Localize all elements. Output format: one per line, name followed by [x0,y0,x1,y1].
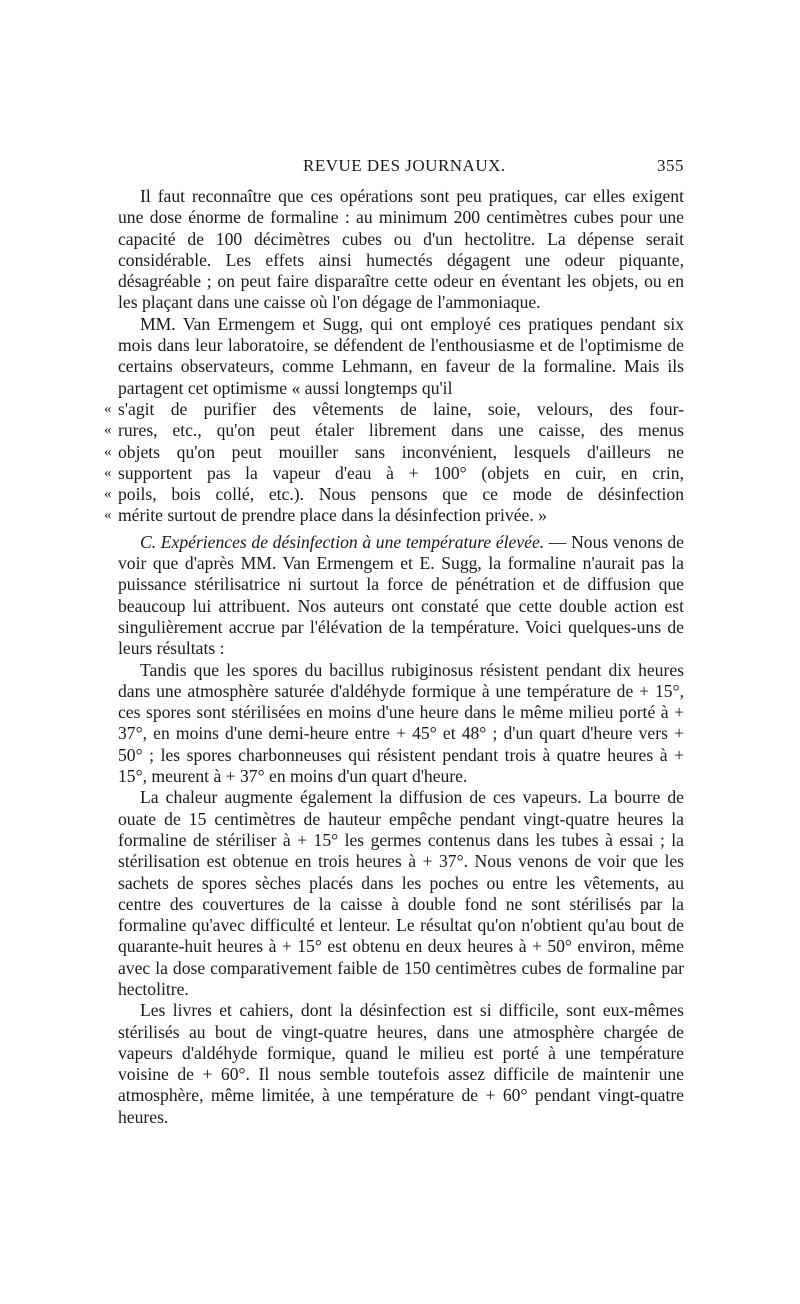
quote-line: « supportent pas la vapeur d'eau à + 100° (objets en cuir, en crin, [104,462,684,483]
paragraph-formaline-dose: Il faut reconnaître que ces opérations sont peu pratiques, car elles exigent une dose énorme de formaline : au minimum 200 centimètres cubes pour une capacité de 100 décimètres cubes ou d'un hectolitre. La dépense serait considérable. Les effets ainsi humectés dégagent une odeur piquante, désagréable ; on peut faire disparaître cette odeur en éventant les objets, ou en les plaçant dans une caisse où l'on dégage de l'ammoniaque. [118,186,684,313]
running-header [118,156,684,180]
guillemet-mark: « [104,400,112,417]
guillemet-mark: « [104,486,112,503]
quote-line: « rures, etc., qu'on peut étaler librement dans une caisse, des menus [104,420,684,441]
quote-line: « objets qu'on peut mouiller sans inconvénient, lesquels d'ailleurs ne [104,441,684,462]
section-c-text: — Nous venons de voir que d'après MM. Van Ermengem et E. Sugg, la formaline n'aurait pas la puissance stérilisatrice ni surtout la force de pénétration et de diffusion que beaucoup lui attribuent. Nos auteurs ont constaté que cette double action est singulièrement accrue par l'élévation de la température. Voici quelques-uns de leurs résultats : [118,531,684,659]
page-number: 355 [657,156,684,175]
article-body [104,186,684,1128]
paragraph-chaleur-diffusion: La chaleur augmente également la diffusion de ces vapeurs. La bourre de ouate de 15 centimètres de hauteur empêche pendant vingt-quatre heures la formaline de stériliser à + 15° les germes contenus dans les tubes à essai ; la stérilisation est obtenue en trois heures à + 37°. Nous venons de voir que les sachets de spores sèches placés dans les poches ou entre les vêtements, au centre des couvertures de la caisse à double fond ne sont stérilisés par la formaline qu'avec difficulté et lenteur. Le résultat qu'on n'obtient qu'au bout de quarante-huit heures à + 15° est obtenu en deux heures à + 50° environ, même avec la dose comparativement faible de 150 centimètres cubes de formaline par hectolitre. [118,787,684,999]
guillemet-mark: « [104,443,112,460]
guillemet-mark: « [104,422,112,439]
quote-line: « poils, bois collé, etc.). Nous pensons que ce mode de désinfection [104,484,684,505]
section-heading: C. Expériences de désinfection à une température élevée. [140,531,545,552]
journal-section-title: REVUE DES JOURNAUX. [303,156,506,175]
quote-line: « s'agit de purifier des vêtements de laine, soie, velours, des four- [104,398,684,419]
guillemet-mark: « [104,507,112,524]
paragraph-van-ermengem-sugg: MM. Van Ermengem et Sugg, qui ont employé ces pratiques pendant six mois dans leur laboratoire, se défendent de l'enthousiasme et de l'optimisme de certains observateurs, comme Lehmann, en faveur de la formaline. Mais ils partagent cet optimisme « aussi longtemps qu'il [118,313,684,398]
quoted-passage [104,398,684,527]
paragraph-section-c [118,532,684,660]
guillemet-mark: « [104,464,112,481]
paragraph-bacillus-results: Tandis que les spores du bacillus rubiginosus résistent pendant dix heures dans une atmosphère saturée d'aldéhyde formique à une température de + 15°, ces spores sont stérilisées en moins d'une heure dans le même milieu porté à + 37°, en moins d'une demi-heure entre + 45° et 48° ; d'un quart d'heure vers + 50° ; les spores charbonneuses qui résistent pendant trois à quatre heures à + 15°, meurent à + 37° en moins d'un quart d'heure. [118,659,684,787]
quote-line: « mérite surtout de prendre place dans la désinfection privée. » [104,505,547,526]
paragraph-livres-cahiers: Les livres et cahiers, dont la désinfection est si difficile, sont eux-mêmes stérilisés au bout de vingt-quatre heures, dans une atmosphère chargée de vapeurs d'aldéhyde formique, quand le milieu est porté à une température voisine de + 60°. Il nous semble toutefois assez difficile de maintenir une atmosphère, même limitée, à une température de + 60° pendant vingt-quatre heures. [118,1000,684,1127]
